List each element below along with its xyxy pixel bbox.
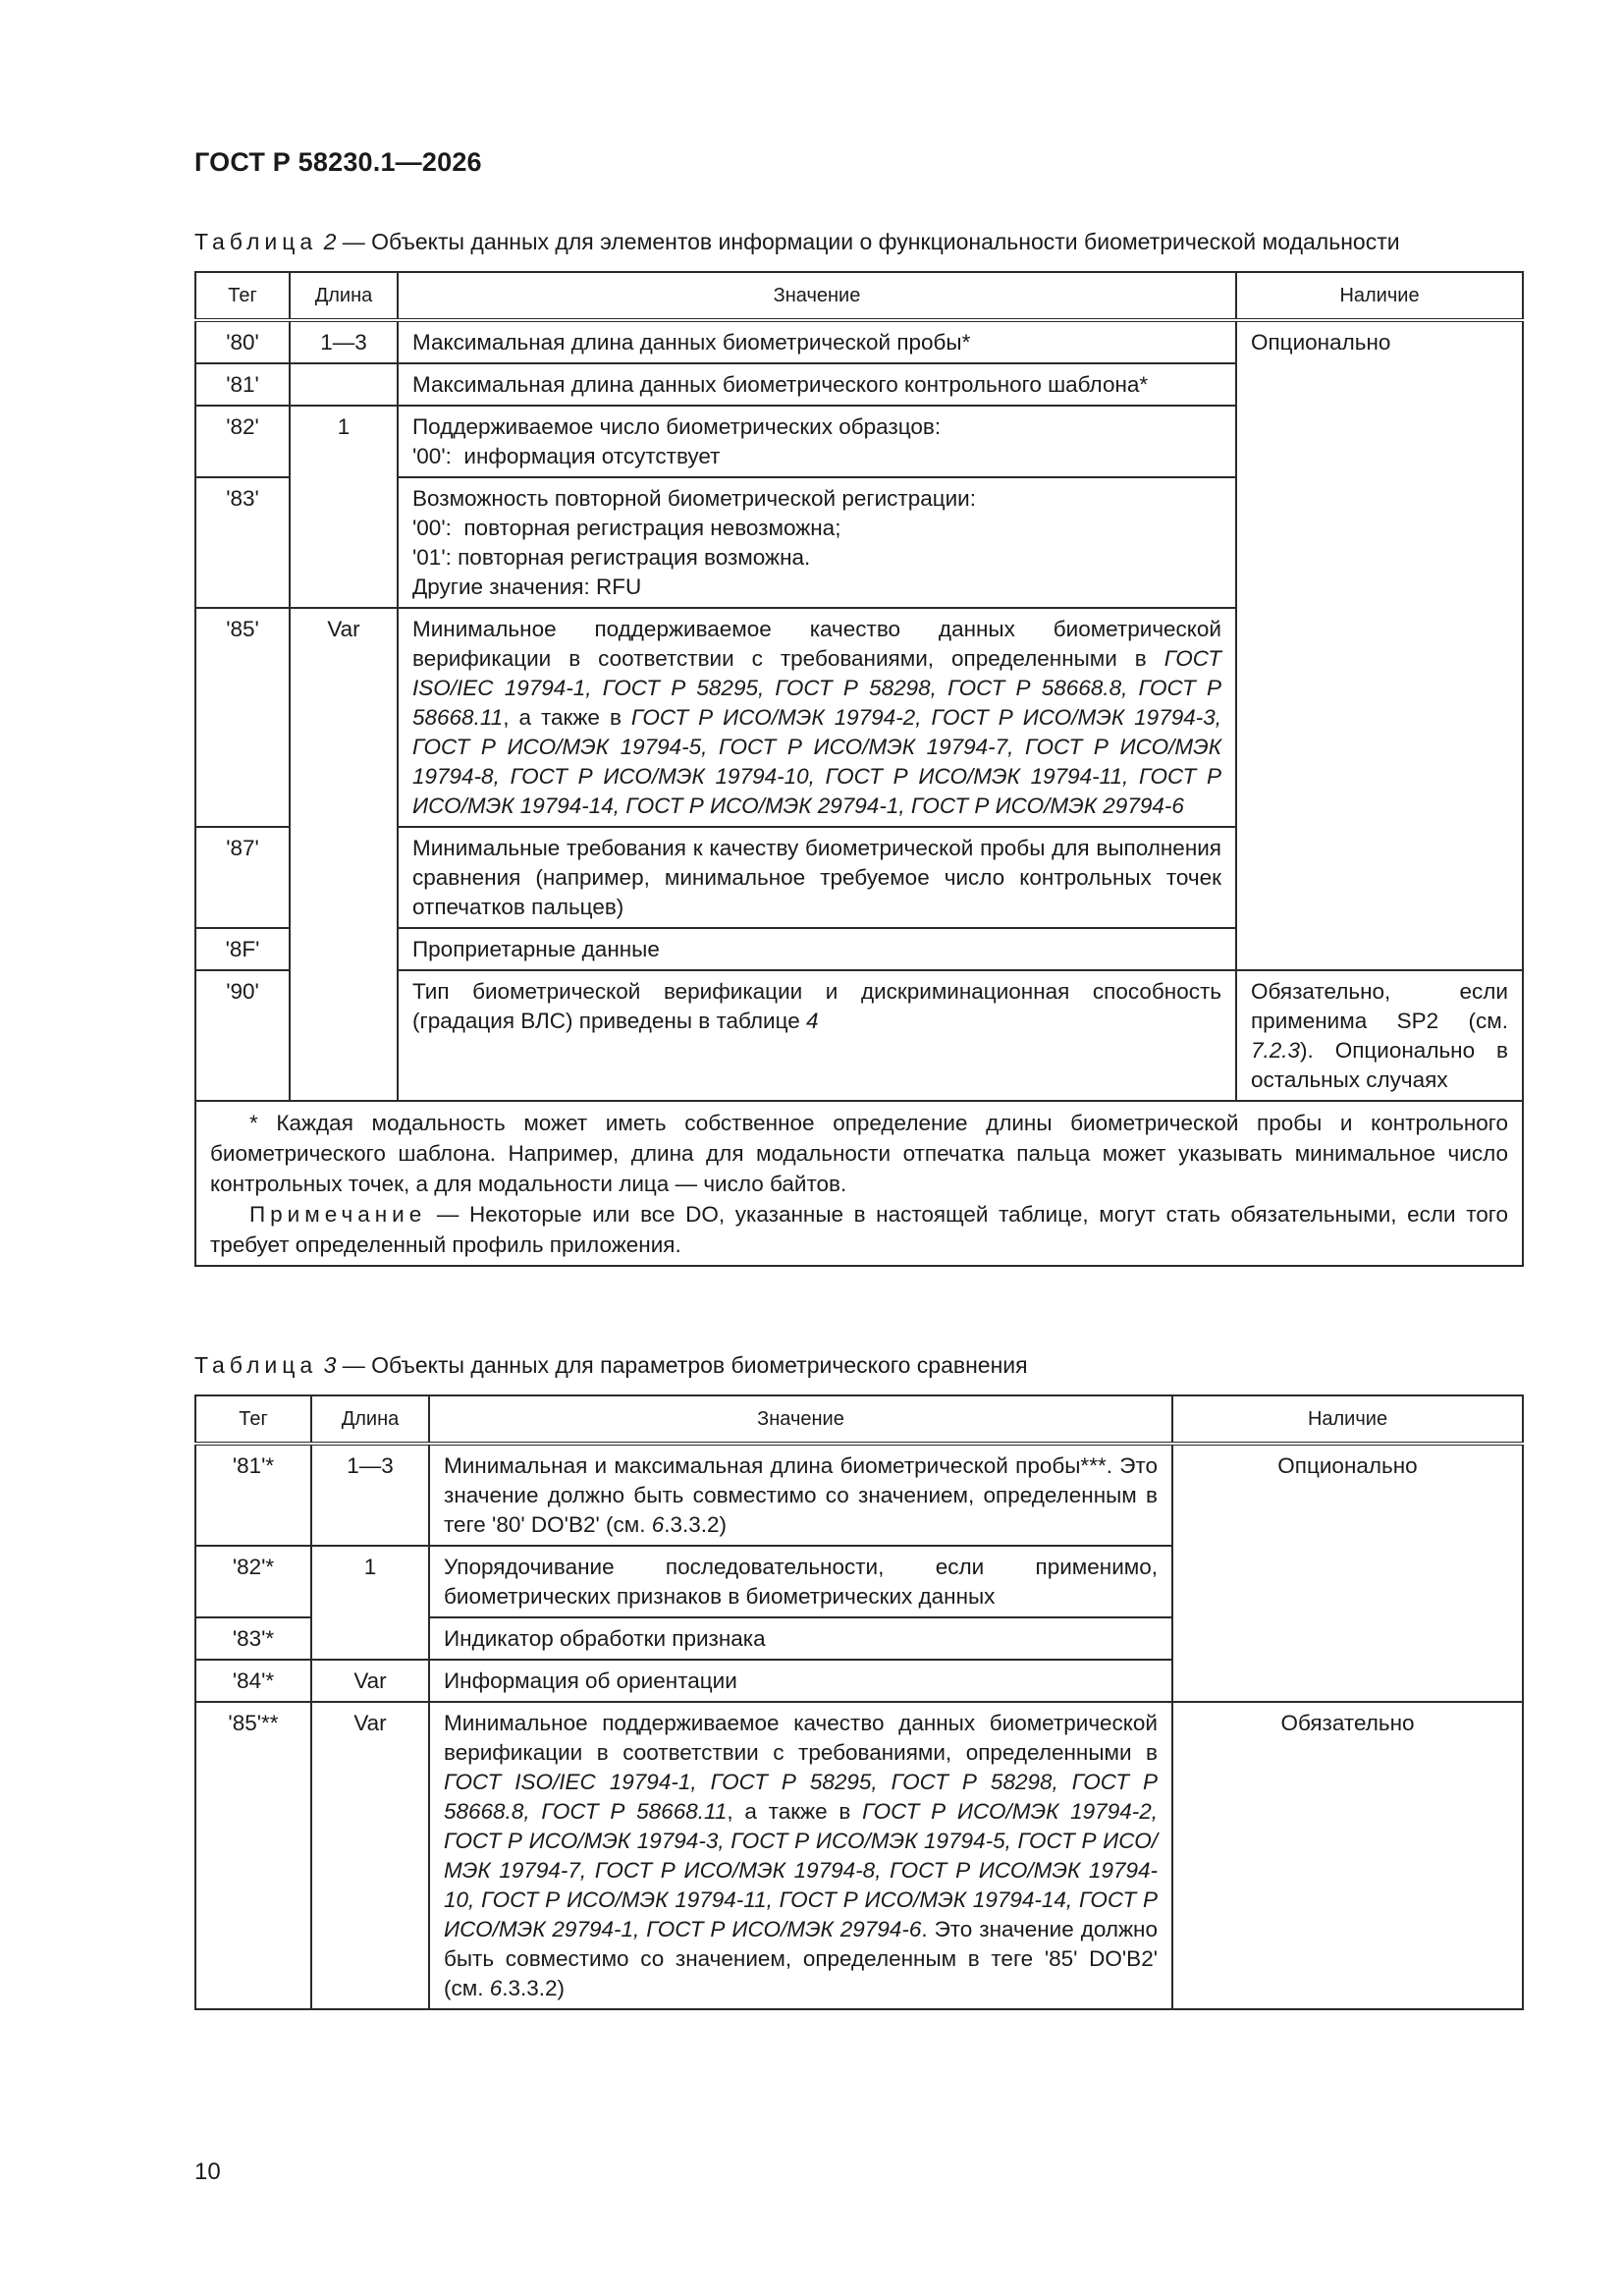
table3-caption-text: — Объекты данных для параметров биометрического сравнения (342, 1352, 1028, 1378)
value-cell: Индикатор обработки признака (429, 1617, 1172, 1660)
section-ref: 6 (489, 1976, 503, 2000)
value-cell (398, 406, 1236, 477)
value-line: Возможность повторной биометрической регистрации: (412, 486, 976, 511)
value-line: '00': информация отсутствует (412, 444, 721, 468)
length-cell: 1—3 (290, 320, 398, 363)
table-row (195, 1702, 1523, 2009)
tag-cell: '84'* (195, 1660, 311, 1702)
length-cell: Var (311, 1702, 429, 2009)
standard-refs: ГОСТ ISO/IEC 19794-1, ГОСТ Р 58295, ГОСТ Р 58298, ГОСТ Р 58668.8, ГОСТ Р 58668.11 (412, 646, 1221, 730)
standard-refs: ГОСТ Р ИСО/МЭК 19794-2, ГОСТ Р ИСО/МЭК 19794-3, ГОСТ Р ИСО/МЭК 19794-5, ГОСТ Р ИСО/МЭК 19794-7, ГОСТ Р ИСО/МЭК 19794-8, ГОСТ Р ИСО/МЭК 19794-10, ГОСТ Р ИСО/МЭК 19794-11, ГОСТ Р ИСО/МЭК 19794-14, ГОСТ Р ИСО/МЭК 29794-1, ГОСТ Р ИСО/МЭК 29794-6 (412, 705, 1221, 818)
table2-caption-word: Таблица (194, 229, 318, 254)
table3-caption-word: Таблица (194, 1352, 318, 1378)
table2-col-tag: Тег (195, 272, 290, 320)
value-text: Минимальное поддерживаемое качество данных биометрической верификации в соответствии с требованиями, определенными в (412, 617, 1221, 671)
value-cell: Информация об ориентации (429, 1660, 1172, 1702)
tag-cell: '85'** (195, 1702, 311, 2009)
tag-cell: '81' (195, 363, 290, 406)
table2-col-length: Длина (290, 272, 398, 320)
value-cell (398, 477, 1236, 608)
tag-cell: '83'* (195, 1617, 311, 1660)
presence-text: ). Опционально в остальных случаях (1251, 1038, 1508, 1092)
value-cell: Минимальные требования к качеству биометрической пробы для выполнения сравнения (например, минимальное требуемое число контрольных точек отпечатков пальцев) (398, 827, 1236, 928)
table2 (194, 271, 1524, 1267)
document-header: ГОСТ Р 58230.1—2026 (194, 147, 482, 177)
value-text: , а также в (503, 705, 631, 730)
value-cell (398, 608, 1236, 827)
presence-cell: Обязательно (1172, 1702, 1523, 2009)
value-cell: Проприетарные данные (398, 928, 1236, 970)
value-cell: Максимальная длина данных биометрической пробы* (398, 320, 1236, 363)
section-ref: 6 (651, 1512, 665, 1537)
tag-cell: '82' (195, 406, 290, 477)
value-text: Минимальная и максимальная длина биометрической пробы***. Это значение должно быть совместимо со значением, определенным в теге '80' DO'B2' (см. (444, 1453, 1158, 1537)
length-cell: Var (290, 608, 398, 1101)
value-text: Тип биометрической верификации и дискриминационная способность (градация ВЛС) приведены в таблице (412, 979, 1221, 1033)
table3-caption-number: 3 (323, 1352, 337, 1378)
table-ref: 4 (806, 1009, 819, 1033)
length-cell: 1 (311, 1546, 429, 1660)
table-row (195, 320, 1523, 363)
table3-header-row (195, 1395, 1523, 1444)
table3-col-tag: Тег (195, 1395, 311, 1444)
table2-footnote (195, 1101, 1523, 1266)
table2-col-presence: Наличие (1236, 272, 1523, 320)
presence-cell (1236, 970, 1523, 1101)
table3-col-value: Значение (429, 1395, 1172, 1444)
value-line: Поддерживаемое число биометрических образцов: (412, 414, 942, 439)
table2-header-row (195, 272, 1523, 320)
section-ref: 7.2.3 (1251, 1038, 1301, 1063)
value-line: Другие значения: RFU (412, 574, 642, 599)
table-row (195, 1444, 1523, 1546)
value-text: .3.3.2) (502, 1976, 566, 2000)
table-note (210, 1199, 1508, 1260)
note-label: Примечание (249, 1202, 427, 1227)
length-cell-empty (290, 363, 398, 406)
table3-caption (194, 1351, 1028, 1379)
tag-cell: '80' (195, 320, 290, 363)
tag-cell: '82'* (195, 1546, 311, 1617)
table2-col-value: Значение (398, 272, 1236, 320)
value-text: , а также в (727, 1799, 863, 1824)
table3-col-length: Длина (311, 1395, 429, 1444)
value-text: Минимальное поддерживаемое качество данных биометрической верификации в соответствии с требованиями, определенными в (444, 1711, 1158, 1765)
value-text: .3.3.2) (664, 1512, 728, 1537)
table2-caption-number: 2 (323, 229, 337, 254)
value-text: . Это значение должно быть совместимо со значением, определенным в теге '85' DO'B2' (см. (444, 1917, 1158, 2000)
value-cell (429, 1444, 1172, 1546)
value-line: '00': повторная регистрация невозможна; (412, 516, 841, 540)
note-text: — Некоторые или все DO, указанные в настоящей таблице, могут стать обязательными, если того требует определенный профиль приложения. (210, 1202, 1508, 1257)
tag-cell: '85' (195, 608, 290, 827)
presence-text: Обязательно, если применима SP2 (см. (1251, 979, 1508, 1033)
table3 (194, 1394, 1524, 2010)
tag-cell: '90' (195, 970, 290, 1101)
value-cell (398, 970, 1236, 1101)
presence-cell: Опционально (1236, 320, 1523, 970)
value-cell: Упорядочивание последовательности, если применимо, биометрических признаков в биометрических данных (429, 1546, 1172, 1617)
length-cell: 1—3 (311, 1444, 429, 1546)
tag-cell: '8F' (195, 928, 290, 970)
value-cell: Максимальная длина данных биометрического контрольного шаблона* (398, 363, 1236, 406)
presence-cell: Опционально (1172, 1444, 1523, 1702)
value-cell (429, 1702, 1172, 2009)
footnote-text: * Каждая модальность может иметь собственное определение длины биометрической пробы и контрольного биометрического шаблона. Например, длина для модальности отпечатка пальца может указывать минимальное число контрольных точек, а для модальности лица — число байтов. (210, 1111, 1508, 1196)
table3-col-presence: Наличие (1172, 1395, 1523, 1444)
standard-refs: ГОСТ ISO/IEC 19794-1, ГОСТ Р 58295, ГОСТ Р 58298, ГОСТ Р 58668.8, ГОСТ Р 58668.11 (444, 1770, 1158, 1824)
table2-caption (194, 228, 1400, 255)
table2-caption-text: — Объекты данных для элементов информации о функциональности биометрической модальности (342, 229, 1400, 254)
tag-cell: '81'* (195, 1444, 311, 1546)
standard-refs: ГОСТ Р ИСО/МЭК 19794-2, ГОСТ Р ИСО/МЭК 19794-3, ГОСТ Р ИСО/МЭК 19794-5, ГОСТ Р ИСО/МЭК 19794-7, ГОСТ Р ИСО/МЭК 19794-8, ГОСТ Р ИСО/МЭК 19794-10, ГОСТ Р ИСО/МЭК 19794-11, ГОСТ Р ИСО/МЭК 19794-14, ГОСТ Р ИСО/МЭК 29794-1, ГОСТ Р ИСО/МЭК 29794-6 (444, 1799, 1158, 1941)
page-number: 10 (194, 2159, 221, 2185)
tag-cell: '83' (195, 477, 290, 608)
length-cell: 1 (290, 406, 398, 608)
table2-footnote-row (195, 1101, 1523, 1266)
length-cell: Var (311, 1660, 429, 1702)
tag-cell: '87' (195, 827, 290, 928)
value-line: '01': повторная регистрация возможна. (412, 545, 811, 570)
